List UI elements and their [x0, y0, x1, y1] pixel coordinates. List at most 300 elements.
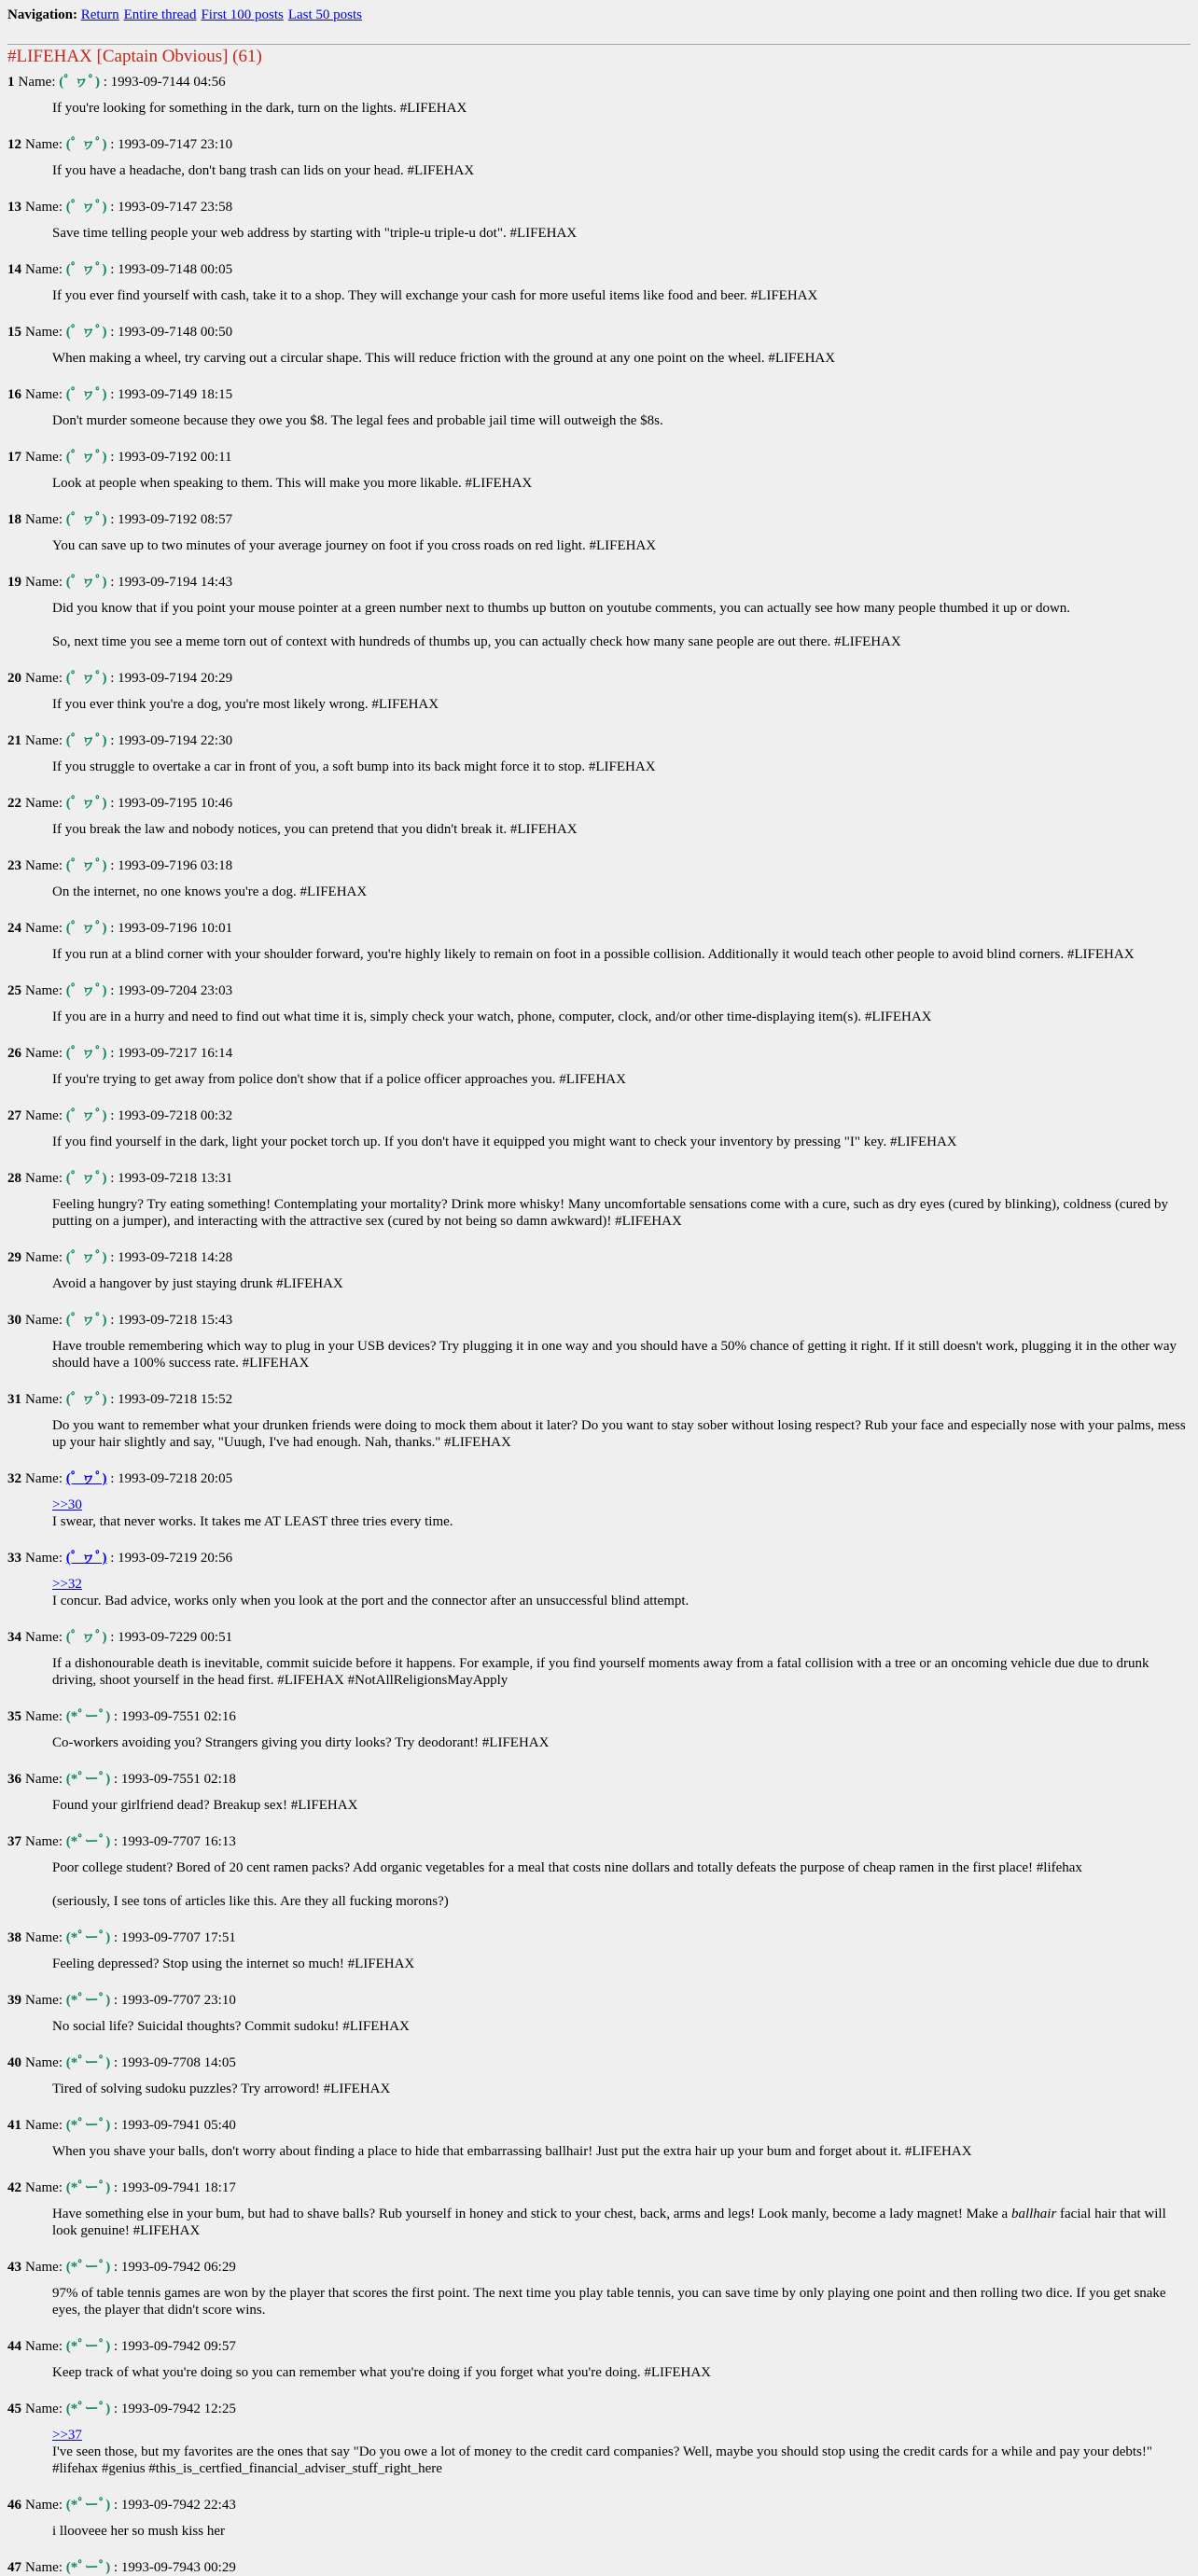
name-label: Name: — [25, 1930, 63, 1945]
post — [7, 449, 1191, 492]
post-header: 27 Name: (ﾟ ヮﾟ) : 1993-09-7218 00:32 — [7, 1108, 233, 1123]
post — [7, 1929, 1191, 1972]
poster-name: (*ﾟーﾟ) — [65, 2180, 111, 2195]
post-number[interactable]: 28 — [7, 1171, 21, 1186]
post-body — [52, 1655, 1191, 1689]
post-number[interactable]: 47 — [7, 2560, 21, 2575]
post-number[interactable]: 15 — [7, 325, 21, 340]
name-label: Name: — [25, 858, 63, 873]
post-text: Tired of solving sudoku puzzles? Try arroword! #LIFEHAX — [52, 2082, 391, 2096]
divider — [7, 44, 1191, 45]
post-date: 1993-09-7192 00:11 — [118, 450, 232, 465]
navigation-label: Navigation: — [7, 7, 77, 22]
post-number[interactable]: 22 — [7, 796, 21, 811]
name-label: Name: — [25, 983, 63, 998]
post — [7, 1992, 1191, 2035]
thread-title: #LIFEHAX [Captain Obvious] (61) — [7, 47, 262, 66]
poster-name: (ﾟ ヮﾟ) — [59, 75, 100, 90]
name-label: Name: — [25, 2118, 63, 2133]
post-text: When making a wheel, try carving out a circular shape. This will reduce friction with the ground at any one point on the wheel. #LIFEHAX — [52, 351, 836, 366]
post — [7, 136, 1191, 179]
post-date: 1993-09-7708 14:05 — [120, 2055, 236, 2070]
post-text: Co-workers avoiding you? Strangers giving you dirty looks? Try deodorant! #LIFEHAX — [52, 1735, 550, 1750]
poster-name: (ﾟ ヮﾟ) — [65, 1108, 107, 1123]
post — [7, 1629, 1191, 1689]
post-body — [52, 2285, 1191, 2318]
post-text: If you struggle to overtake a car in front of you, a soft bump into its back might force it to stop. #LIFEHAX — [52, 759, 656, 774]
post-body — [52, 475, 1191, 492]
name-label: Name: — [18, 75, 56, 90]
post-text: I've seen those, but my favorites are the ones that say "Do you owe a lot of money to the credit card companies? Well, maybe you should stop using the credit cards for a while and pay your debts!" #lifehax #genius #this_is_certfied_financial_adviser_stuff_right_here — [52, 2444, 1152, 2476]
post-header: 44 Name: (*ﾟーﾟ) : 1993-09-7942 09:57 — [7, 2339, 236, 2354]
post — [7, 982, 1191, 1025]
post-header: 45 Name: (*ﾟーﾟ) : 1993-09-7942 12:25 — [7, 2402, 236, 2416]
nav-link-return[interactable]: Return — [80, 7, 119, 22]
poster-name: (ﾟ ヮﾟ) — [65, 137, 107, 152]
post-header: 23 Name: (ﾟ ヮﾟ) : 1993-09-7196 03:18 — [7, 858, 233, 873]
post — [7, 920, 1191, 963]
post-text: 97% of table tennis games are won by the player that scores the first point. The next time you play table tennis, you can save time by only playing one point and then rolling two dice. If you get snake eyes, the player that didn't score wins. — [52, 2286, 1166, 2318]
post-body — [52, 1134, 1191, 1150]
poster-name: (ﾟ ヮﾟ) — [65, 387, 107, 402]
post-text-part: Have something else in your bum, but had to shave balls? Rub yourself in honey and stick to your chest, back, arms and legs! Look manly, become a lady magnet! Make a — [52, 2207, 1011, 2221]
name-label: Name: — [25, 575, 63, 590]
post-date: 1993-09-7195 10:46 — [118, 796, 233, 811]
name-label: Name: — [25, 200, 63, 215]
post-header: 33 Name: (ﾟ ヮﾟ) : 1993-09-7219 20:56 — [7, 1551, 233, 1566]
name-label: Name: — [25, 2260, 63, 2275]
post-header: 39 Name: (*ﾟーﾟ) : 1993-09-7707 23:10 — [7, 1993, 236, 2008]
post — [7, 2054, 1191, 2097]
post-number[interactable]: 34 — [7, 1630, 21, 1645]
post-header: 40 Name: (*ﾟーﾟ) : 1993-09-7708 14:05 — [7, 2055, 236, 2070]
poster-name: (ﾟ ヮﾟ) — [65, 921, 107, 936]
name-label: Name: — [25, 1772, 63, 1787]
post-header: 43 Name: (*ﾟーﾟ) : 1993-09-7942 06:29 — [7, 2260, 236, 2275]
post-text: Found your girlfriend dead? Breakup sex! #LIFEHAX — [52, 1798, 358, 1813]
poster-name: (ﾟ ヮﾟ) — [65, 1392, 107, 1407]
post-header: 38 Name: (*ﾟーﾟ) : 1993-09-7707 17:51 — [7, 1930, 236, 1945]
post-number[interactable]: 45 — [7, 2402, 21, 2416]
post-text: If a dishonourable death is inevitable, commit suicide before it happens. For example, if you find yourself moments away from a fatal collision with a tree or an oncoming vehicle due due to drunk driving, shoot yourself in the head first. #LIFEHAX #NotAllReligionsMayApply — [52, 1656, 1149, 1688]
post — [7, 261, 1191, 304]
post-header: 28 Name: (ﾟ ヮﾟ) : 1993-09-7218 13:31 — [7, 1171, 233, 1186]
post-text: Feeling depressed? Stop using the internet so much! #LIFEHAX — [52, 1956, 415, 1971]
post-body — [52, 1071, 1191, 1088]
post — [7, 1833, 1191, 1910]
post — [7, 2117, 1191, 2160]
post — [7, 574, 1191, 650]
name-label: Name: — [25, 1250, 63, 1265]
post-number[interactable]: 46 — [7, 2498, 21, 2513]
name-label: Name: — [25, 2498, 63, 2513]
post-header: 18 Name: (ﾟ ヮﾟ) : 1993-09-7192 08:57 — [7, 512, 233, 527]
poster-name: (*ﾟーﾟ) — [65, 1834, 111, 1849]
post-date: 1993-09-7196 03:18 — [118, 858, 233, 873]
post-number[interactable]: 21 — [7, 733, 21, 748]
post-number[interactable]: 36 — [7, 1772, 21, 1787]
post-header: 25 Name: (ﾟ ヮﾟ) : 1993-09-7204 23:03 — [7, 983, 233, 998]
post-header: 30 Name: (ﾟ ヮﾟ) : 1993-09-7218 15:43 — [7, 1313, 233, 1328]
poster-name: (*ﾟーﾟ) — [65, 1993, 111, 2008]
name-label: Name: — [25, 2180, 63, 2195]
post-number[interactable]: 32 — [7, 1471, 21, 1486]
poster-name: (ﾟ ヮﾟ) — [65, 1630, 107, 1645]
post-text: On the internet, no one knows you're a dog. #LIFEHAX — [52, 884, 368, 899]
post-text: No social life? Suicidal thoughts? Commit sudoku! #LIFEHAX — [52, 2019, 410, 2034]
post-body — [52, 2523, 1191, 2540]
post-body — [52, 759, 1191, 775]
post — [7, 1170, 1191, 1230]
post-number[interactable]: 1 — [7, 75, 15, 90]
poster-name: (ﾟ ヮﾟ) — [65, 1046, 107, 1061]
poster-name: (ﾟ ヮﾟ) — [65, 1250, 107, 1265]
poster-name: (ﾟ ヮﾟ) — [65, 325, 107, 340]
post-number[interactable]: 37 — [7, 1834, 21, 1849]
post-text: If you ever think you're a dog, you're most likely wrong. #LIFEHAX — [52, 697, 439, 712]
post-text: Keep track of what you're doing so you can remember what you're doing if you forget what you're doing. #LIFEHAX — [52, 2365, 711, 2380]
post-text: I concur. Bad advice, works only when you look at the port and the connector after an unsuccessful blind attempt. — [52, 1594, 690, 1608]
post-body — [52, 946, 1191, 963]
post-date: 1993-09-7551 02:18 — [120, 1772, 236, 1787]
post-body — [52, 1797, 1191, 1814]
post-body — [52, 225, 1191, 242]
poster-name: (ﾟ ヮﾟ) — [65, 200, 107, 215]
post-number[interactable]: 31 — [7, 1392, 21, 1407]
post-date: 1993-09-7218 15:52 — [118, 1392, 233, 1407]
post-text: If you find yourself in the dark, light your pocket torch up. If you don't have it equipped you might want to check your inventory by pressing "I" key. #LIFEHAX — [52, 1135, 957, 1149]
name-label: Name: — [25, 796, 63, 811]
post-number[interactable]: 20 — [7, 671, 21, 686]
poster-name: (ﾟ ヮﾟ) — [65, 671, 107, 686]
post-body — [52, 821, 1191, 838]
post — [7, 732, 1191, 775]
post-number[interactable]: 30 — [7, 1313, 21, 1328]
nav-link-entire-thread[interactable]: Entire thread — [123, 7, 197, 22]
post-header: 13 Name: (ﾟ ヮﾟ) : 1993-09-7147 23:58 — [7, 200, 233, 215]
post — [7, 511, 1191, 554]
post-number[interactable]: 33 — [7, 1551, 21, 1566]
post-date: 1993-09-7194 20:29 — [118, 671, 233, 686]
post — [7, 1249, 1191, 1292]
post-date: 1993-09-7147 23:58 — [118, 200, 233, 215]
poster-name: (*ﾟーﾟ) — [65, 2402, 111, 2416]
post — [7, 2497, 1191, 2540]
post-body — [52, 2081, 1191, 2097]
poster-name: (*ﾟーﾟ) — [65, 2339, 111, 2354]
post-number[interactable]: 19 — [7, 575, 21, 590]
post-body — [52, 1576, 1191, 1609]
name-label: Name: — [25, 450, 63, 465]
post-date: 1993-09-7194 14:43 — [118, 575, 233, 590]
post-date: 1993-09-7147 23:10 — [118, 137, 233, 152]
name-label: Name: — [25, 512, 63, 527]
post-body — [52, 287, 1191, 304]
post-date: 1993-09-7942 06:29 — [120, 2260, 236, 2275]
post — [7, 1107, 1191, 1150]
post-header: 20 Name: (ﾟ ヮﾟ) : 1993-09-7194 20:29 — [7, 671, 233, 686]
post-header: 42 Name: (*ﾟーﾟ) : 1993-09-7941 18:17 — [7, 2180, 236, 2195]
post — [7, 1312, 1191, 1372]
post-text: If you run at a blind corner with your shoulder forward, you're highly likely to remain on foot in a possible collision. Additionally it would teach other people to avoid blind corners. #LIFEHAX — [52, 947, 1135, 962]
post-body — [52, 696, 1191, 713]
post-body — [52, 1275, 1191, 1292]
name-label: Name: — [25, 2055, 63, 2070]
post-body — [52, 537, 1191, 554]
post-number[interactable]: 42 — [7, 2180, 21, 2195]
post-date: 1993-09-7148 00:05 — [118, 262, 233, 277]
post-date: 1993-09-7144 04:56 — [110, 75, 226, 90]
post-body — [52, 600, 1191, 650]
post-date: 1993-09-7943 00:29 — [120, 2560, 236, 2575]
post-number[interactable]: 29 — [7, 1250, 21, 1265]
post-number[interactable]: 41 — [7, 2118, 21, 2133]
post-text-part: facial hair that will look genuine! #LIFEHAX — [52, 2207, 1166, 2238]
post-number[interactable]: 16 — [7, 387, 21, 402]
poster-name: (*ﾟーﾟ) — [65, 2560, 111, 2575]
post-number[interactable]: 27 — [7, 1108, 21, 1123]
post — [7, 1550, 1191, 1609]
post-text-italic: ballhair — [1010, 2207, 1057, 2221]
name-label: Name: — [25, 1313, 63, 1328]
poster-name: (*ﾟーﾟ) — [65, 2498, 111, 2513]
name-label: Name: — [25, 2402, 63, 2416]
name-label: Name: — [25, 262, 63, 277]
post-text: Have trouble remembering which way to plug in your USB devices? Try plugging it in one way and you should have a 50% chance of getting it right. If it still doesn't work, plugging it in the other way should have a 100% success rate. #LIFEHAX — [52, 1339, 1177, 1371]
poster-name-link[interactable]: (ﾟ ヮﾟ) — [65, 1551, 107, 1566]
post-body — [52, 2364, 1191, 2381]
post — [7, 2559, 1191, 2576]
post-text: Don't murder someone because they owe you $8. The legal fees and probable jail time will outweigh the $8s. — [52, 413, 663, 428]
post-text: You can save up to two minutes of your average journey on foot if you cross roads on red light. #LIFEHAX — [52, 538, 657, 553]
name-label: Name: — [25, 137, 63, 152]
post-text: If you're looking for something in the dark, turn on the lights. #LIFEHAX — [52, 101, 467, 116]
post — [7, 857, 1191, 900]
post-text: When you shave your balls, don't worry about finding a place to hide that embarrassing ballhair! Just put the extra hair up your bum and forget about it. #LIFEHAX — [52, 2144, 972, 2159]
post — [7, 1470, 1191, 1530]
post — [7, 2179, 1191, 2239]
name-label: Name: — [25, 1551, 63, 1566]
post-date: 1993-09-7194 22:30 — [118, 733, 233, 748]
poster-name: (ﾟ ヮﾟ) — [65, 733, 107, 748]
post — [7, 1708, 1191, 1751]
post-header: 31 Name: (ﾟ ヮﾟ) : 1993-09-7218 15:52 — [7, 1392, 233, 1407]
post — [7, 1391, 1191, 1451]
post-date: 1993-09-7196 10:01 — [118, 921, 233, 936]
post-header: 32 Name: (ﾟ ヮﾟ) : 1993-09-7218 20:05 — [7, 1471, 233, 1486]
post-text: Do you want to remember what your drunken friends were doing to mock them about it later? Do you want to stay sober without losing respect? Rub your face and especially nose with your palms, mess up your hair slightly and say, "Uuugh, I've had enough. Nah, thanks." #LIFEHAX — [52, 1418, 1186, 1450]
post-date: 1993-09-7942 09:57 — [120, 2339, 236, 2354]
name-label: Name: — [25, 671, 63, 686]
nav-link-first-100-posts[interactable]: First 100 posts — [201, 7, 284, 22]
post-text: Poor college student? Bored of 20 cent ramen packs? Add organic vegetables for a meal that costs nine dollars and totally defeats the purpose of cheap ramen in the first place! #lifehax — [52, 1860, 1082, 1875]
post-date: 1993-09-7217 16:14 — [118, 1046, 233, 1061]
post-number[interactable]: 35 — [7, 1709, 21, 1724]
post-number[interactable]: 26 — [7, 1046, 21, 1061]
post-date: 1993-09-7229 00:51 — [118, 1630, 233, 1645]
post-header: 34 Name: (ﾟ ヮﾟ) : 1993-09-7229 00:51 — [7, 1630, 233, 1645]
post-header: 19 Name: (ﾟ ヮﾟ) : 1993-09-7194 14:43 — [7, 575, 233, 590]
post-body — [52, 1497, 1191, 1530]
post — [7, 670, 1191, 713]
post-number[interactable]: 14 — [7, 262, 21, 277]
post-body — [52, 2143, 1191, 2160]
name-label: Name: — [25, 1993, 63, 2008]
post-text: So, next time you see a meme torn out of context with hundreds of thumbs up, you can actually check how many sane people are out there. #LIFEHAX — [52, 634, 901, 649]
name-label: Name: — [25, 1046, 63, 1061]
post-body — [52, 884, 1191, 900]
post-header: 29 Name: (ﾟ ヮﾟ) : 1993-09-7218 14:28 — [7, 1250, 233, 1265]
post-number[interactable]: 39 — [7, 1993, 21, 2008]
poster-name: (ﾟ ヮﾟ) — [65, 1313, 107, 1328]
name-label: Name: — [25, 1108, 63, 1123]
reply-link[interactable]: >>32 — [52, 1577, 82, 1592]
post — [7, 74, 1191, 117]
poster-name: (*ﾟーﾟ) — [65, 1930, 111, 1945]
post-date: 1993-09-7148 00:50 — [118, 325, 233, 340]
post-text: If you are in a hurry and need to find out what time it is, simply check your watch, phone, computer, clock, and/or other time-displaying item(s). #LIFEHAX — [52, 1010, 932, 1024]
post-header: 35 Name: (*ﾟーﾟ) : 1993-09-7551 02:16 — [7, 1709, 236, 1724]
name-label: Name: — [25, 2339, 63, 2354]
post-date: 1993-09-7218 00:32 — [118, 1108, 233, 1123]
name-label: Name: — [25, 2560, 63, 2575]
post-body — [52, 1417, 1191, 1451]
post-header: 12 Name: (ﾟ ヮﾟ) : 1993-09-7147 23:10 — [7, 137, 233, 152]
post-text: (seriously, I see tons of articles like this. Are they all fucking morons?) — [52, 1894, 449, 1909]
name-label: Name: — [25, 1630, 63, 1645]
post-text: i llooveee her so mush kiss her — [52, 2524, 225, 2539]
post-header: 47 Name: (*ﾟーﾟ) : 1993-09-7943 00:29 — [7, 2560, 236, 2575]
post — [7, 199, 1191, 242]
name-label: Name: — [25, 325, 63, 340]
post-number[interactable]: 38 — [7, 1930, 21, 1945]
name-label: Name: — [25, 1834, 63, 1849]
post-header: 14 Name: (ﾟ ヮﾟ) : 1993-09-7148 00:05 — [7, 262, 233, 277]
post-body — [52, 1338, 1191, 1372]
poster-name: (*ﾟーﾟ) — [65, 2260, 111, 2275]
post — [7, 324, 1191, 367]
post-body — [52, 1859, 1191, 1910]
post-header: 24 Name: (ﾟ ヮﾟ) : 1993-09-7196 10:01 — [7, 921, 233, 936]
post-body — [52, 100, 1191, 117]
post-text: If you ever find yourself with cash, take it to a shop. They will exchange your cash for more useful items like food and beer. #LIFEHAX — [52, 288, 818, 303]
post-text: Did you know that if you point your mouse pointer at a green number next to thumbs up button on youtube comments, you can actually see how many people thumbed it up or down. — [52, 601, 1071, 616]
post-header: 1 Name: (ﾟ ヮﾟ) : 1993-09-7144 04:56 — [7, 75, 226, 90]
post — [7, 1771, 1191, 1814]
post-date: 1993-09-7707 23:10 — [120, 1993, 236, 2008]
post-date: 1993-09-7707 16:13 — [120, 1834, 236, 1849]
post-header: 26 Name: (ﾟ ヮﾟ) : 1993-09-7217 16:14 — [7, 1046, 233, 1061]
reply-link[interactable]: >>30 — [52, 1497, 82, 1512]
post-date: 1993-09-7218 13:31 — [118, 1171, 233, 1186]
navigation-bar — [7, 7, 1191, 23]
post-date: 1993-09-7941 18:17 — [120, 2180, 236, 2195]
post-date: 1993-09-7942 22:43 — [120, 2498, 236, 2513]
post-date: 1993-09-7219 20:56 — [118, 1551, 233, 1566]
post-number[interactable]: 25 — [7, 983, 21, 998]
post-header: 16 Name: (ﾟ ヮﾟ) : 1993-09-7149 18:15 — [7, 387, 233, 402]
post-date: 1993-09-7218 15:43 — [118, 1313, 233, 1328]
post-body — [52, 1196, 1191, 1230]
reply-link[interactable]: >>37 — [52, 2428, 82, 2443]
post-body — [52, 350, 1191, 367]
post-header: 41 Name: (*ﾟーﾟ) : 1993-09-7941 05:40 — [7, 2118, 236, 2133]
name-label: Name: — [25, 733, 63, 748]
poster-name: (*ﾟーﾟ) — [65, 2055, 111, 2070]
poster-name: (ﾟ ヮﾟ) — [65, 575, 107, 590]
poster-name: (ﾟ ヮﾟ) — [65, 512, 107, 527]
post-text: If you have a headache, don't bang trash can lids on your head. #LIFEHAX — [52, 163, 475, 178]
post — [7, 2401, 1191, 2477]
post-text: Look at people when speaking to them. This will make you more likable. #LIFEHAX — [52, 476, 533, 491]
post-number[interactable]: 43 — [7, 2260, 21, 2275]
post-date: 1993-09-7551 02:16 — [120, 1709, 236, 1724]
post-text: Avoid a hangover by just staying drunk #LIFEHAX — [52, 1276, 343, 1291]
poster-name: (ﾟ ヮﾟ) — [65, 450, 107, 465]
post-body — [52, 2427, 1191, 2477]
post-header: 17 Name: (ﾟ ヮﾟ) : 1993-09-7192 00:11 — [7, 450, 232, 465]
post-body — [52, 162, 1191, 179]
post-number[interactable]: 40 — [7, 2055, 21, 2070]
post-body — [52, 1009, 1191, 1025]
post-body — [52, 2018, 1191, 2035]
post-text: If you break the law and nobody notices, you can pretend that you didn't break it. #LIFEHAX — [52, 822, 578, 837]
post-number[interactable]: 23 — [7, 858, 21, 873]
post-number[interactable]: 17 — [7, 450, 21, 465]
post-header: 46 Name: (*ﾟーﾟ) : 1993-09-7942 22:43 — [7, 2498, 236, 2513]
post-number[interactable]: 24 — [7, 921, 21, 936]
post-number[interactable]: 18 — [7, 512, 21, 527]
post-number[interactable]: 13 — [7, 200, 21, 215]
poster-name: (ﾟ ヮﾟ) — [65, 858, 107, 873]
post-text: I swear, that never works. It takes me AT LEAST three tries every time. — [52, 1514, 453, 1529]
post-date: 1993-09-7707 17:51 — [120, 1930, 236, 1945]
nav-link-last-50-posts[interactable]: Last 50 posts — [287, 7, 362, 22]
name-label: Name: — [25, 1471, 63, 1486]
post-number[interactable]: 12 — [7, 137, 21, 152]
poster-name: (ﾟ ヮﾟ) — [65, 796, 107, 811]
post — [7, 1045, 1191, 1088]
post — [7, 386, 1191, 429]
poster-name: (ﾟ ヮﾟ) — [65, 262, 107, 277]
name-label: Name: — [25, 1392, 63, 1407]
poster-name: (*ﾟーﾟ) — [65, 1772, 111, 1787]
post-body — [52, 1734, 1191, 1751]
post-header: 15 Name: (ﾟ ヮﾟ) : 1993-09-7148 00:50 — [7, 325, 233, 340]
post-header: 21 Name: (ﾟ ヮﾟ) : 1993-09-7194 22:30 — [7, 733, 233, 748]
post-body — [52, 1956, 1191, 1972]
poster-name: (ﾟ ヮﾟ) — [65, 983, 107, 998]
post — [7, 2338, 1191, 2381]
post-date: 1993-09-7942 12:25 — [120, 2402, 236, 2416]
post-number[interactable]: 44 — [7, 2339, 21, 2354]
post-date: 1993-09-7218 14:28 — [118, 1250, 233, 1265]
post-text — [52, 2206, 1191, 2239]
post-text: Save time telling people your web address by starting with "triple-u triple-u dot". #LIFEHAX — [52, 226, 578, 241]
post-date: 1993-09-7218 20:05 — [118, 1471, 233, 1486]
post-date: 1993-09-7192 08:57 — [118, 512, 233, 527]
poster-name-link[interactable]: (ﾟ ヮﾟ) — [65, 1471, 107, 1486]
poster-name: (*ﾟーﾟ) — [65, 2118, 111, 2133]
name-label: Name: — [25, 387, 63, 402]
poster-name: (*ﾟーﾟ) — [65, 1709, 111, 1724]
poster-name: (ﾟ ヮﾟ) — [65, 1171, 107, 1186]
post — [7, 795, 1191, 838]
post — [7, 2259, 1191, 2318]
post-date: 1993-09-7149 18:15 — [118, 387, 233, 402]
post-body — [52, 2206, 1191, 2239]
post-list — [7, 74, 1191, 2576]
